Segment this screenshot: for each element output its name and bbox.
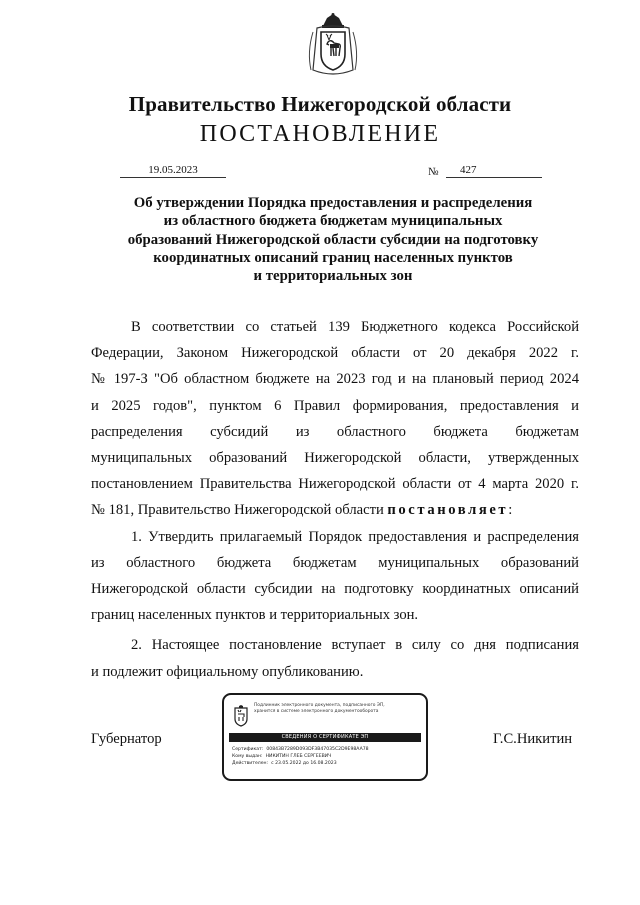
stamp-details [232, 746, 420, 767]
body-line: Нижегородской области субсидии на подготовку координатных описаний [91, 581, 579, 598]
subject-line: координатных описаний границ населенных пунктов [153, 249, 513, 266]
electronic-signature-stamp [222, 693, 428, 781]
document-body [91, 314, 579, 685]
body-line: из областного бюджета бюджетам муниципальных образований [91, 554, 579, 571]
stamp-cert-value: 00843B7289D093DF3B47035C2D9E98AA78 [266, 747, 369, 752]
nizhny-novgorod-coat-of-arms-icon [303, 12, 363, 78]
number-sign: № [428, 166, 439, 178]
coat-of-arms-small-icon [233, 705, 249, 727]
item-2-paragraph [91, 632, 579, 684]
stamp-valid-value: с 23.05.2022 до 16.08.2023 [271, 761, 337, 766]
document-subject [0, 194, 640, 285]
stamp-valid-row [232, 760, 420, 767]
signatory-position: Губернатор [91, 731, 162, 747]
stamp-title-bar: СВЕДЕНИЯ О СЕРТИФИКАТЕ ЭП [229, 733, 421, 742]
body-line: распределения субсидий из областного бюджета бюджетам [91, 423, 579, 440]
body-line: постановлением Правительства Нижегородской области от 4 марта 2020 г. [91, 476, 579, 493]
resolves-word: постановляет [387, 502, 509, 519]
stamp-header-line: хранится в системе электронного документооборота [254, 709, 379, 714]
signatory-name: Г.С.Никитин [493, 731, 573, 747]
item-1-paragraph [91, 524, 579, 629]
stamp-owner-row [232, 753, 420, 760]
body-line: границ населенных пунктов и территориальных зон. [91, 607, 419, 624]
document-number: 427 [446, 163, 542, 178]
body-line: и 2025 годов", пунктом 6 Правил формирования, предоставления и [91, 397, 579, 414]
preamble-paragraph [91, 314, 579, 524]
body-line: № 197-З "Об областном бюджете на 2023 год и на плановый период 2024 [91, 371, 579, 388]
subject-line: Об утверждении Порядка предоставления и распределения [133, 195, 533, 211]
stamp-owner-value: НИКИТИН ГЛЕБ СЕРГЕЕВИЧ [265, 754, 332, 759]
resolution-prefix: № 181, Правительство Нижегородской области [91, 502, 388, 519]
stamp-valid-label: Действителен: [232, 761, 269, 766]
subject-line: образований Нижегородской области субсидии на подготовку [127, 231, 539, 248]
stamp-owner-label: Кому выдан: [232, 754, 263, 759]
government-title: Правительство Нижегородской области [128, 92, 512, 116]
subject-line: и территориальных зон [253, 268, 413, 285]
body-line: Федерации, Законом Нижегородской области от 20 декабря 2022 г. [91, 345, 579, 362]
document-date: 19.05.2023 [120, 163, 226, 178]
body-line: муниципальных образований Нижегородской области, утвержденных [91, 450, 579, 467]
resolution-colon: : [508, 502, 513, 519]
stamp-cert-row [232, 746, 420, 753]
document-type: ПОСТАНОВЛЕНИЕ [199, 121, 441, 147]
body-line: 1. Утвердить прилагаемый Порядок предоставления и распределения [131, 528, 579, 545]
subject-line: из областного бюджета бюджетам муниципальных [163, 213, 503, 230]
body-line: В соответствии со статьей 139 Бюджетного кодекса Российской [131, 319, 579, 335]
body-line: и подлежит официальному опубликованию. [91, 663, 364, 680]
body-line [91, 497, 579, 523]
stamp-header-line: Подлинник электронного документа, подписанного ЭП, [254, 703, 385, 708]
stamp-header [254, 703, 420, 715]
stamp-cert-label: Сертификат: [232, 747, 264, 752]
body-line: 2. Настоящее постановление вступает в силу со дня подписания [131, 637, 579, 654]
